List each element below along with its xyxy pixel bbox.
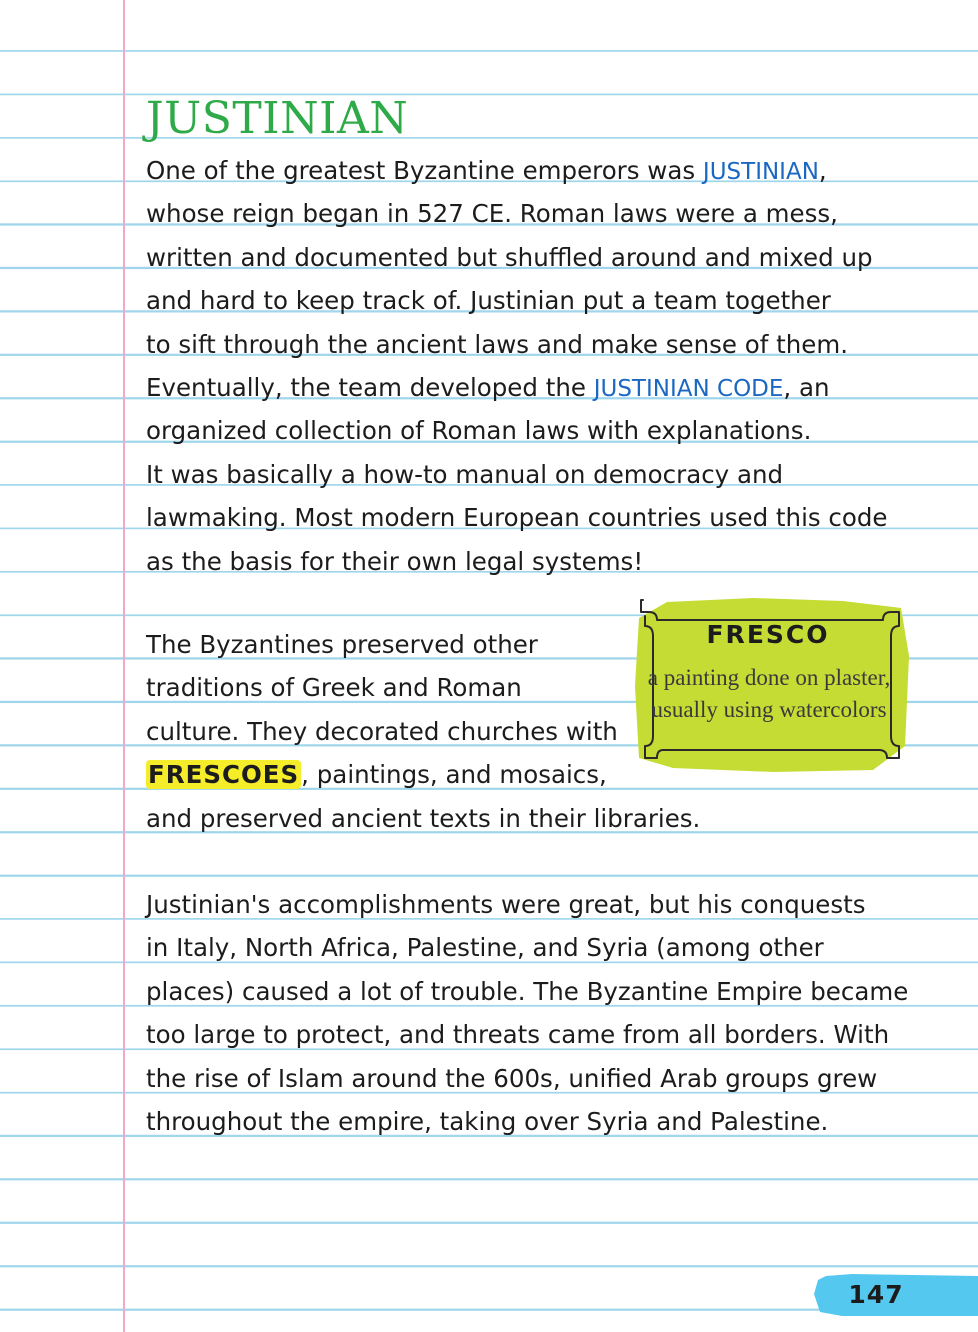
text-line: organized collection of Roman laws with explanations. xyxy=(146,416,812,446)
glossary-term-justinian-code: JUSTINIAN CODE xyxy=(593,375,784,402)
paragraph-byzantine-traditions xyxy=(146,623,700,840)
definition-box xyxy=(633,596,911,774)
highlighted-term-frescoes: FRESCOES xyxy=(148,760,300,790)
text-line: throughout the empire, taking over Syria and Palestine. xyxy=(146,1106,829,1136)
paragraph-justinian-code xyxy=(146,149,888,583)
text-line: traditions of Greek and Roman xyxy=(146,673,522,703)
text-line: the rise of Islam around the 600s, unified Arab groups grew xyxy=(146,1063,878,1093)
text-line: too large to protect, and threats came from all borders. With xyxy=(146,1020,890,1050)
text-line: Eventually, the team developed the JUSTINIAN CODE, an xyxy=(146,372,830,402)
text-line: written and documented but shuffled around and mixed up xyxy=(146,242,873,272)
paragraph-justinian-conquests xyxy=(146,883,908,1143)
text-line: One of the greatest Byzantine emperors was JUSTINIAN, xyxy=(146,156,827,185)
margin-line xyxy=(123,0,125,1332)
definition-term: FRESCO xyxy=(706,620,830,649)
text-line: whose reign began in 527 CE. Roman laws were a mess, xyxy=(146,199,838,229)
glossary-term-justinian: JUSTINIAN xyxy=(702,159,819,185)
text-line: Justinian's accomplishments were great, but his conquests xyxy=(146,890,866,919)
page-title: JUSTINIAN xyxy=(146,93,409,144)
text-line: FRESCOES, paintings, and mosaics, xyxy=(148,760,607,790)
text-line: culture. They decorated churches with xyxy=(146,716,618,746)
text-line: and hard to keep track of. Justinian put a team together xyxy=(146,286,831,316)
text-line: It was basically a how-to manual on democracy and xyxy=(146,459,784,489)
text-line: and preserved ancient texts in their libraries. xyxy=(146,803,701,833)
text-line: in Italy, North Africa, Palestine, and Syria (among other xyxy=(146,933,824,963)
text-line: places) caused a lot of trouble. The Byzantine Empire became xyxy=(146,976,909,1006)
page-number-tab xyxy=(812,1272,978,1318)
text-line: to sift through the ancient laws and make sense of them. xyxy=(146,329,849,359)
text-line: The Byzantines preserved other xyxy=(146,630,538,659)
text-line: lawmaking. Most modern European countries used this code xyxy=(146,503,888,533)
page-number: 147 xyxy=(848,1280,904,1309)
definition-text: a painting done on plaster, usually using watercolors xyxy=(647,665,891,722)
text-line: as the basis for their own legal systems! xyxy=(146,546,644,576)
